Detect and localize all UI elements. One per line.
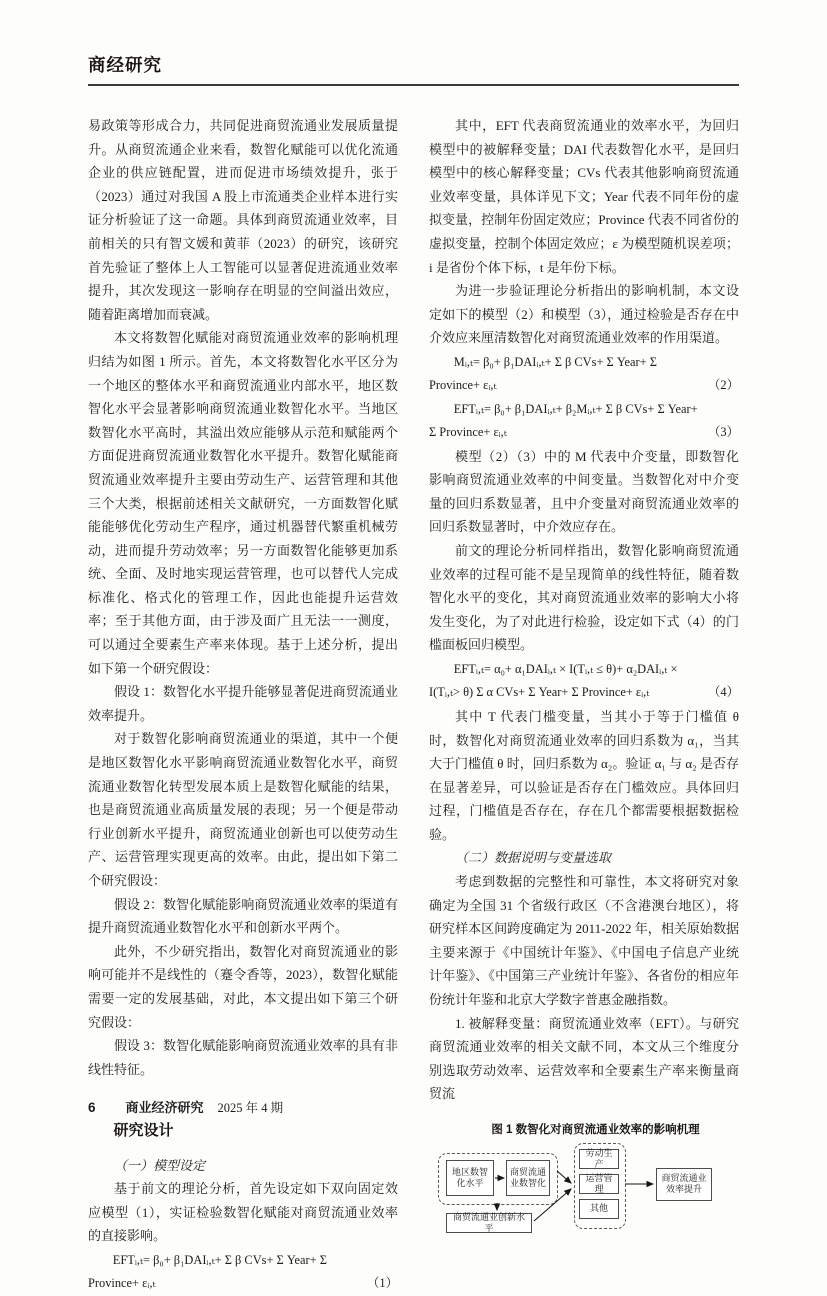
formula-3-number: （3） bbox=[708, 424, 739, 439]
hypothesis-3: 假设 3：数智化赋能影响商贸流通业效率的具有非线性特征。 bbox=[88, 1038, 398, 1077]
formula-4-number: （4） bbox=[708, 684, 739, 699]
paragraph: 其中，EFT 代表商贸流通业的效率水平，为回归模型中的被解释变量；DAI 代表数智化水平，是回归模型中的核心解释变量；CVs 代表其他影响商贸流通业效率变量，具体详见下文；Year 代表不同年份的虚拟变量，控制年份固定效应；Province 代表不同省份的虚拟变量，控制个体固定效应；ε 为模型随机误差项；i 是省份个体下标，t 是年份下标。 bbox=[429, 118, 739, 275]
node-industry-digitalization: 商贸流通业数智化 bbox=[506, 1160, 550, 1196]
right-column bbox=[429, 114, 739, 1296]
paragraph: 对于数智化影响商贸流通业的渠道，其中一个便是地区数智化水平影响商贸流通业数智化水平，商贸流通业数智化转型发展本质上是数智化赋能的结果，也是商贸流通业高质量发展的表现；另一个便是带动行业创新水平提升，商贸流通业创新也可以使劳动生产、运营管理实现更高的效率。由此，提出如下第二个研究假设： bbox=[88, 731, 398, 888]
node-labor-production: 劳动生产 bbox=[579, 1149, 619, 1169]
hypothesis-1: 假设 1：数智化水平提升能够显著促进商贸流通业效率提升。 bbox=[88, 684, 398, 723]
page-header bbox=[88, 52, 739, 86]
paragraph: 基于前文的理论分析，首先设定如下双向固定效应模型（1），实证检验数智化赋能对商贸流通业效率的直接影响。 bbox=[88, 1181, 398, 1244]
formula-3 bbox=[429, 398, 739, 444]
paragraph: 为进一步验证理论分析指出的影响机制，本文设定如下的模型（2）和模型（3），通过检验是否存在中介效应来厘清数智化对商贸流通业效率的作用渠道。 bbox=[429, 283, 739, 346]
figure-1-caption: 图 1 数智化对商贸流通业效率的影响机理 bbox=[491, 1124, 700, 1136]
formula-1 bbox=[88, 1249, 398, 1295]
formula-2 bbox=[429, 351, 739, 397]
node-other: 其他 bbox=[579, 1199, 619, 1219]
paragraph: 易政策等形成合力，共同促进商贸流通业发展质量提升。从商贸流通企业来看，数智化赋能可以优化流通企业的供应链配置，进而促进市场绩效提升，张于（2023）通过对我国 A 股上市流通类企业样本进行实证分析验证了这一命题。具体到商贸流通业效率，目前相关的只有智文媛和黄菲（2023）的研究，该研究首先验证了整体上人工智能可以显著促进流通业效率提升，其次发现这一影响存在明显的空间溢出效应，随着距离增加而衰减。 bbox=[88, 118, 398, 322]
paragraph: 其中 T 代表门槛变量，当其小于等于门槛值 θ 时，数智化对商贸流通业效率的回归系数为 α₁，当其大于门槛值 θ 时，回归系数为 α₂。验证 α₁ 与 α₂ 是否存在显著差异，可以验证是否存在门槛效应。具体回归过程，门槛值是否存在，存在几个都需要根据数据检验。 bbox=[429, 708, 740, 842]
section-heading-research-design: 研究设计 bbox=[113, 1122, 174, 1140]
paragraph: 1. 被解释变量：商贸流通业效率（EFT）。与研究商贸流通业效率的相关文献不同，本文从三个维度分别选取劳动效率、运营效率和全要素生产率来衡量商贸流 bbox=[429, 1015, 739, 1102]
paragraph: 考虑到数据的完整性和可靠性，本文将研究对象确定为全国 31 个省级行政区（不含港澳台地区），将研究样本区间跨度确定为 2011-2022 年，相关原始数据主要来源于《中国统计年鉴》、《中国电子信息产业统计年鉴》、《中国第三产业统计年鉴》、各省份的相应年份统计年鉴和北京大学数字普惠金融指数。 bbox=[429, 874, 739, 1008]
node-regional-digital-level: 地区数智化水平 bbox=[446, 1160, 494, 1196]
paragraph: 此外，不少研究指出，数智化对商贸流通业的影响可能并不是线性的（蹇令香等，2023），数智化赋能需要一定的发展基础，对此，本文提出如下第三个研究假设： bbox=[88, 943, 398, 1030]
formula-2-number: （2） bbox=[708, 377, 739, 392]
hypothesis-2: 假设 2：数智化赋能影响商贸流通业效率的渠道有提升商贸流通业数智化水平和创新水平两个。 bbox=[88, 896, 398, 936]
footer-issue: 2025 年 4 期 bbox=[217, 1101, 284, 1115]
paragraph: 模型（2）（3）中的 M 代表中介变量，即数智化影响商贸流通业效率的中间变量。当数智化对中介变量的回归系数显著，且中介变量对商贸流通业效率的回归系数显著时，中介效应存在。 bbox=[429, 448, 739, 535]
paragraph: 本文将数智化赋能对商贸流通业效率的影响机理归结为如图 1 所示。首先，本文将数智化水平区分为一个地区的整体水平和商贸流通业内部水平，地区数智化水平会显著影响商贸流通业数智化水平。当地区数智化水平高时，其溢出效应能够从示范和赋能两个方面促进商贸流通业数智化水平提升。数智化赋能商贸流通业效率提升主要由劳动生产、运营管理和其他三个大类，根据前述相关文献研究，一方面数智化赋能能够优化劳动生产程序，通过机器替代繁重机械劳动，进而提升劳动效率；另一方面数智化能够更加系统、全面、及时地实现运营管理，也可以替代人完成标准化、格式化的管理工作，因此也能提升运营效率；至于其他方面，由于涉及面广且无法一一测度，可以通过全要素生产率来体现。基于上述分析，提出如下第一个研究假设： bbox=[88, 330, 398, 676]
figure-1 bbox=[429, 1120, 739, 1243]
page-footer bbox=[88, 1097, 283, 1116]
formula-1-number: （1） bbox=[367, 1275, 398, 1290]
left-column bbox=[88, 114, 398, 1296]
formula-4-text: EFTᵢ,ₜ= α₀+ α₁DAIᵢ,ₜ × I(Tᵢ,ₜ ≤ θ)+ α₂DAIᵢ,ₜ × I(Tᵢ,ₜ> θ) Σ α CVs+ Σ Year+ Σ Province+ εᵢ,ₜ bbox=[429, 662, 678, 699]
formula-2-text: Mᵢ,ₜ= β₀+ β₁DAIᵢ,ₜ+ Σ β CVs+ Σ Year+ Σ Province+ εᵢ,ₜ bbox=[429, 354, 657, 392]
two-column-body bbox=[88, 114, 739, 1296]
formula-3-text: EFTᵢ,ₜ= β₀+ β₁DAIᵢ,ₜ+ β₂Mᵢ,ₜ+ Σ β CVs+ Σ Year+ Σ Province+ εᵢ,ₜ bbox=[429, 401, 698, 439]
subsection-model-setting: （一）模型设定 bbox=[114, 1157, 206, 1173]
figure-1-diagram bbox=[434, 1141, 734, 1243]
paragraph: 前文的理论分析同样指出，数智化影响商贸流通业效率的过程可能不是呈现简单的线性特征，随着数智化水平的变化，其对商贸流通业效率的影响大小将发生变化，为了对此进行检验，设定如下式（4）的门槛面板回归模型。 bbox=[429, 543, 739, 653]
formula-4 bbox=[429, 658, 739, 704]
subsection-data-variables: （二）数据说明与变量选取 bbox=[455, 850, 612, 866]
node-innovation-level: 商贸流通业创新水平 bbox=[446, 1213, 532, 1233]
formula-1-text: EFTᵢ,ₜ= β₀+ β₁DAIᵢ,ₜ+ Σ β CVs+ Σ Year+ Σ Province+ εᵢ,ₜ bbox=[88, 1252, 327, 1290]
node-operation-management: 运营管理 bbox=[579, 1174, 619, 1194]
footer-journal-name: 商业经济研究 bbox=[125, 1100, 204, 1115]
node-efficiency-improvement: 商贸流通业效率提升 bbox=[656, 1168, 712, 1201]
footer-page-number: 6 bbox=[88, 1100, 96, 1115]
header-section-title: 商经研究 bbox=[88, 55, 162, 75]
